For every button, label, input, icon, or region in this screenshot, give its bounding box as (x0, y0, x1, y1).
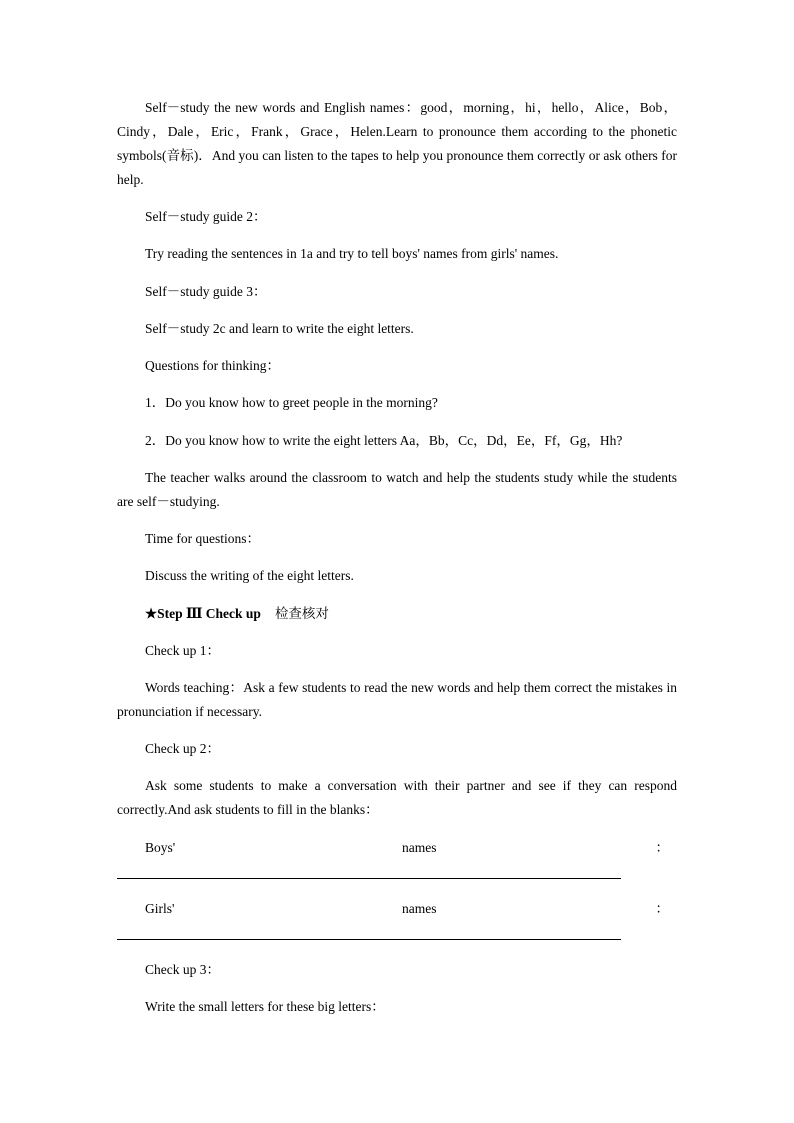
check-up-2-label: Check up 2： (145, 741, 220, 756)
step-heading-cn: 检查核对 (274, 606, 329, 621)
question-1: 1．Do you know how to greet people in the morning? (145, 395, 438, 410)
small-letters-instruction: Write the small letters for these big letters： (145, 999, 385, 1014)
girls-names-blank-row (117, 897, 677, 921)
conversation-paragraph: Ask some students to make a conversation with their partner and see if they can respond correctly.And ask students to fill in the blanks： (117, 778, 677, 817)
boys-names-answer-line[interactable] (117, 878, 621, 879)
boys-label: Boys' (145, 840, 176, 855)
intro-paragraph: Self－study the new words and English names：good，morning，hi，hello，Alice，Bob，Cindy，Dale，Eric，Frank，Grace，Helen.Learn to pronounce them according to the phonetic symbols(音标)．And you can listen to the tapes to help you pronounce them correctly or ask others for help. (117, 100, 677, 187)
boys-colon: ： (655, 840, 669, 855)
check-up-1-label: Check up 1： (145, 643, 220, 658)
self-study-guide-2-label: Self－study guide 2： (145, 209, 267, 224)
guide-2-instruction: Try reading the sentences in 1a and try to tell boys' names from girls' names. (145, 246, 559, 261)
guide-3-instruction: Self－study 2c and learn to write the eight letters. (145, 321, 414, 336)
check-up-3-label: Check up 3： (145, 962, 220, 977)
step-heading (117, 602, 677, 626)
self-study-guide-3-label: Self－study guide 3： (145, 284, 267, 299)
time-for-questions-label: Time for questions： (145, 531, 261, 546)
discuss-instruction: Discuss the writing of the eight letters. (145, 568, 354, 583)
girls-label: Girls' (145, 901, 175, 916)
step-heading-en: ★Step Ⅲ Check up (145, 606, 261, 621)
words-teaching-paragraph: Words teaching：Ask a few students to read the new words and help them correct the mistakes in pronunciation if necessary. (117, 680, 677, 719)
question-2: 2．Do you know how to write the eight letters Aa，Bb，Cc，Dd，Ee，Ff，Gg，Hh? (145, 433, 623, 448)
girls-names-label: names (402, 901, 437, 916)
girls-names-answer-line[interactable] (117, 939, 621, 940)
questions-for-thinking-label: Questions for thinking： (145, 358, 280, 373)
girls-colon: ： (655, 901, 669, 916)
teacher-activity-paragraph: The teacher walks around the classroom to watch and help the students study while the students are self－studying. (117, 470, 677, 509)
boys-names-label: names (402, 840, 437, 855)
boys-names-blank-row (117, 836, 677, 860)
